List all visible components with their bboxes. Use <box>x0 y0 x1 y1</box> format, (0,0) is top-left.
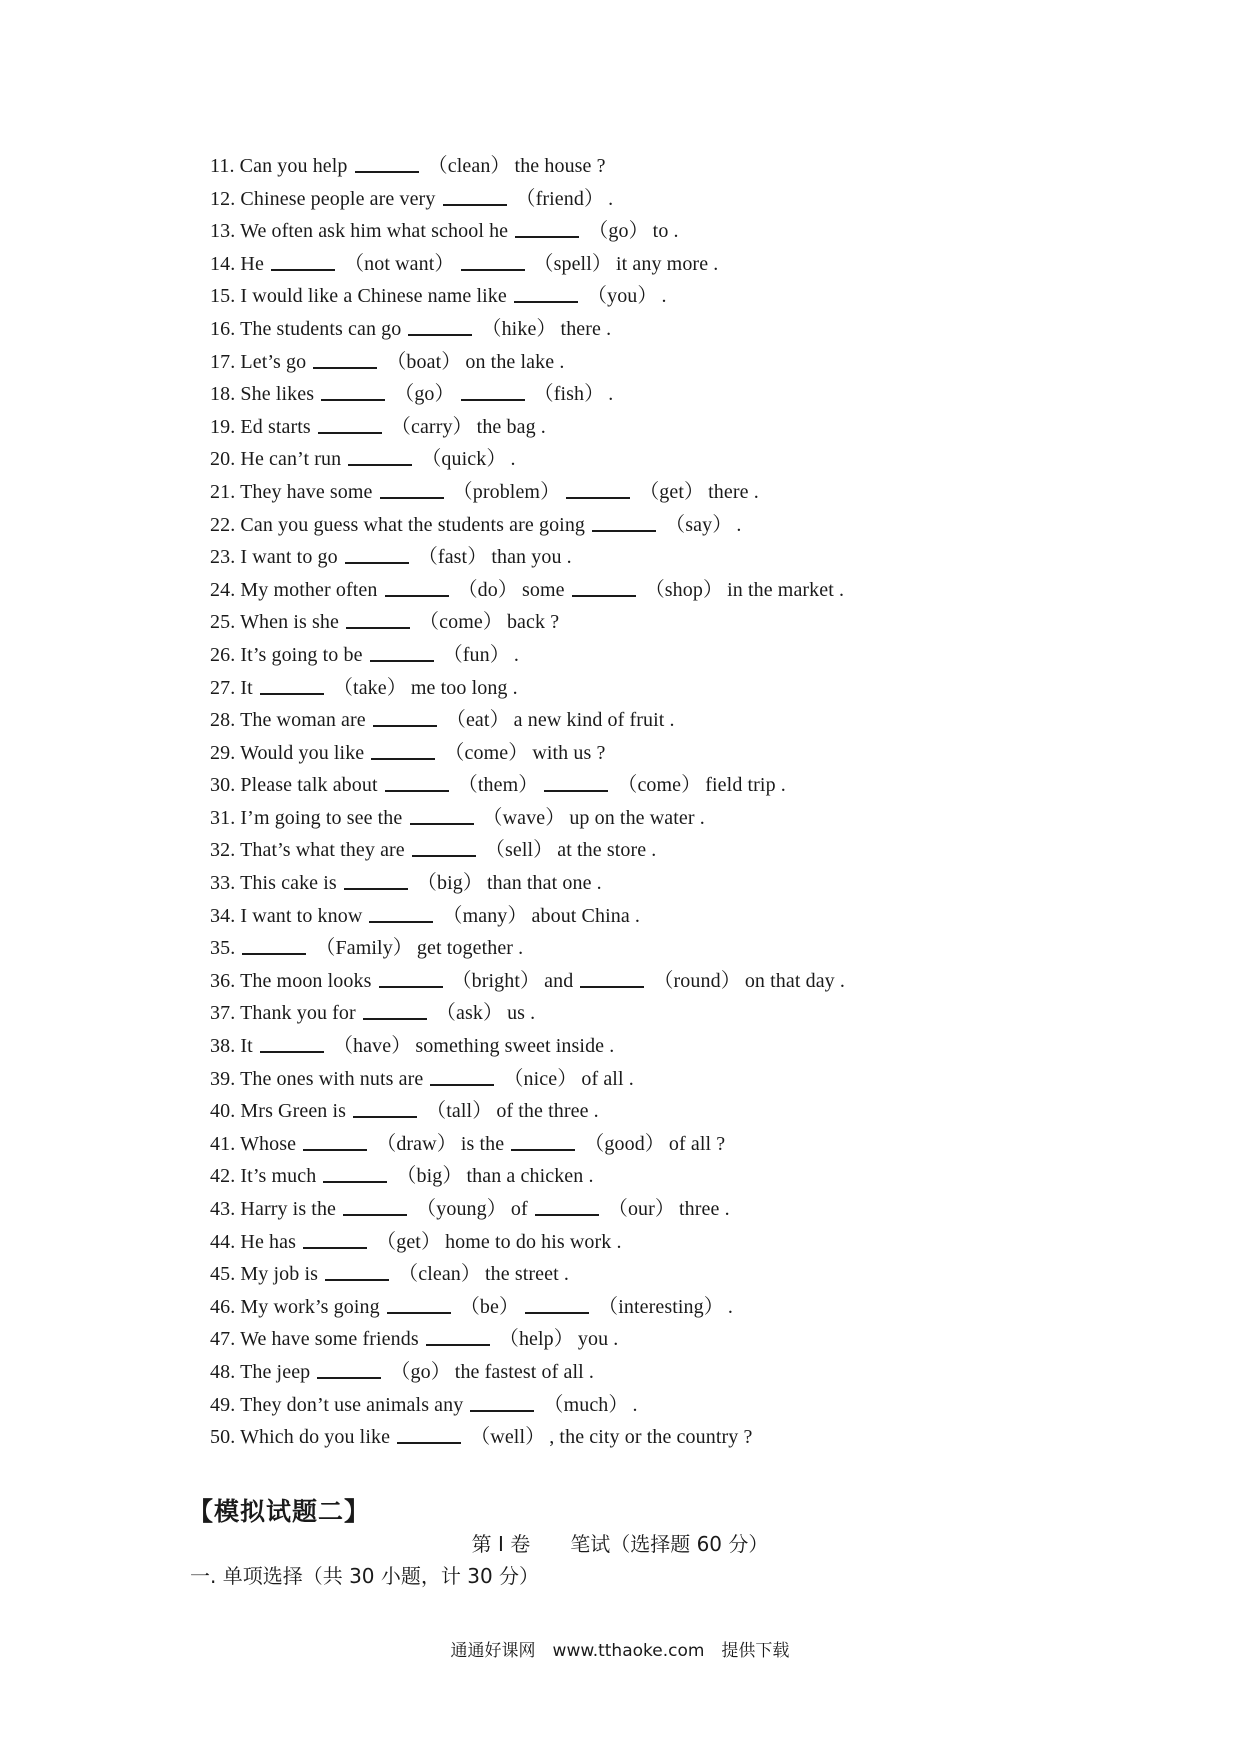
word-hint: （eat） <box>445 709 510 732</box>
exercise-item <box>210 639 845 672</box>
sentence-text: I want to know <box>240 904 363 927</box>
exercise-number: 46. <box>210 1295 236 1318</box>
word-hint: （big） <box>416 872 483 895</box>
answer-blank[interactable] <box>443 184 507 206</box>
sentence-text: it any more . <box>615 252 719 275</box>
exercise-item <box>210 737 845 770</box>
answer-blank[interactable] <box>371 738 435 760</box>
exercise-number: 35. <box>210 937 236 960</box>
exercise-number: 14. <box>210 252 236 275</box>
exercise-number: 43. <box>210 1198 236 1220</box>
answer-blank[interactable] <box>566 477 630 499</box>
answer-blank[interactable] <box>346 607 410 629</box>
answer-blank[interactable] <box>515 216 579 238</box>
exercise-number: 34. <box>210 904 236 927</box>
sentence-text: She likes <box>240 383 315 406</box>
answer-blank[interactable] <box>260 1031 324 1053</box>
word-hint: （go） <box>390 1360 451 1383</box>
word-hint: （much） <box>543 1393 629 1416</box>
sentence-text: It’s going to be <box>240 643 363 666</box>
sentence-text: me too long . <box>410 676 518 699</box>
sentence-text: the fastest of all . <box>454 1360 594 1383</box>
answer-blank[interactable] <box>380 477 444 499</box>
word-hint: （do） <box>457 578 518 601</box>
exercise-item <box>210 802 845 835</box>
exercise-item <box>210 1063 845 1096</box>
sentence-text: the street . <box>485 1263 569 1286</box>
answer-blank[interactable] <box>343 1194 407 1216</box>
exercise-item <box>210 900 845 933</box>
sentence-text: . <box>727 1295 733 1318</box>
sentence-text: When is she <box>240 611 339 634</box>
exercise-item <box>210 443 845 476</box>
answer-blank[interactable] <box>535 1194 599 1216</box>
sentence-text: about China . <box>531 904 641 927</box>
answer-blank[interactable] <box>408 314 472 336</box>
exercise-item <box>210 509 845 542</box>
word-hint: （boat） <box>386 350 462 373</box>
exercise-number: 20. <box>210 448 236 471</box>
word-hint: （good） <box>584 1132 665 1155</box>
sentence-text: of the three . <box>496 1100 599 1123</box>
sentence-text: with us ? <box>532 741 606 764</box>
word-hint: （go） <box>588 220 649 243</box>
answer-blank[interactable] <box>369 901 433 923</box>
sentence-text: . <box>608 187 614 210</box>
answer-blank[interactable] <box>313 347 377 369</box>
answer-blank[interactable] <box>385 770 449 792</box>
answer-blank[interactable] <box>271 249 335 271</box>
sentence-text: the house ? <box>514 155 606 177</box>
sentence-text: He can’t run <box>240 448 342 471</box>
exercise-number: 37. <box>210 1002 236 1025</box>
exercise-item <box>210 1095 845 1128</box>
word-hint: （say） <box>665 513 733 536</box>
exercise-item <box>210 378 845 411</box>
exercise-item <box>210 346 845 379</box>
sentence-text: , the city or the country ? <box>549 1426 753 1449</box>
answer-blank[interactable] <box>242 933 306 955</box>
sentence-text: The ones with nuts are <box>240 1067 424 1090</box>
footer-credit: 通通好课网 www.tthaoke.com 提供下载 <box>450 1641 790 1661</box>
sentence-text: They have some <box>240 480 373 503</box>
exercise-item <box>210 704 845 737</box>
exercise-number: 32. <box>210 839 236 862</box>
exercise-number: 33. <box>210 872 236 895</box>
exercise-number: 18. <box>210 383 236 406</box>
exercise-item <box>210 1030 845 1063</box>
exercise-number: 49. <box>210 1393 236 1416</box>
word-hint: （round） <box>653 969 741 992</box>
word-hint: （sell） <box>484 839 554 862</box>
sentence-text: I would like a Chinese name like <box>240 285 507 308</box>
sentence-text: up on the water . <box>569 806 705 829</box>
answer-blank[interactable] <box>345 542 409 564</box>
exercise-number: 31. <box>210 806 236 829</box>
exercise-number: 19. <box>210 415 236 438</box>
sentence-text: He has <box>240 1230 297 1253</box>
sentence-text: We often ask him what school he <box>240 220 509 243</box>
word-hint: （fun） <box>442 643 510 666</box>
answer-blank[interactable] <box>470 1390 534 1412</box>
word-hint: （big） <box>396 1165 463 1188</box>
answer-blank[interactable] <box>385 575 449 597</box>
exercise-item <box>210 1291 845 1324</box>
answer-blank[interactable] <box>344 868 408 890</box>
word-hint: （take） <box>332 676 407 699</box>
word-hint: （come） <box>444 741 529 764</box>
sentence-text: at the store . <box>557 839 657 862</box>
sentence-text: get together . <box>416 937 524 960</box>
word-hint: （draw） <box>376 1132 457 1155</box>
answer-blank[interactable] <box>410 803 474 825</box>
exercise-item <box>210 411 845 444</box>
exercise-number: 30. <box>210 774 236 797</box>
sentence-text: of all . <box>581 1067 634 1090</box>
exercise-number: 12. <box>210 187 236 210</box>
exercise-item <box>210 280 845 313</box>
sentence-text: field trip . <box>705 774 786 797</box>
sentence-text: than you . <box>491 546 572 569</box>
sentence-text: of all ? <box>668 1132 726 1155</box>
exercise-number: 28. <box>210 709 236 732</box>
word-hint: （bright） <box>451 969 541 992</box>
answer-blank[interactable] <box>387 1292 451 1314</box>
word-hint: （well） <box>470 1426 546 1449</box>
exercise-number: 16. <box>210 317 236 340</box>
sentence-text: on the lake . <box>465 350 565 373</box>
answer-blank[interactable] <box>373 705 437 727</box>
word-hint: （ask） <box>435 1002 504 1025</box>
sentence-text: My mother often <box>240 578 378 601</box>
word-hint: （fish） <box>533 383 605 406</box>
sentence-text: The jeep <box>240 1360 311 1383</box>
sentence-text: than a chicken . <box>466 1165 594 1188</box>
exercise-item <box>210 606 845 639</box>
word-hint: （have） <box>332 1035 412 1058</box>
word-hint: （clean） <box>398 1263 482 1286</box>
sentence-text: It’s much <box>240 1165 317 1188</box>
word-hint: （shop） <box>644 578 724 601</box>
sentence-text: . <box>608 383 614 406</box>
exercise-item <box>210 1160 845 1193</box>
exercise-number: 41. <box>210 1132 236 1155</box>
exercise-number: 11. <box>210 155 235 177</box>
exercise-item <box>210 1258 845 1291</box>
sentence-text: Can you help <box>239 155 348 177</box>
answer-blank[interactable] <box>260 673 324 695</box>
section-title: 【模拟试题二】 <box>188 1497 371 1526</box>
sentence-text: the bag . <box>476 415 546 438</box>
word-hint: （go） <box>394 383 455 406</box>
paper-title: 第 I 卷 笔试（选择题 60 分） <box>471 1532 769 1556</box>
sentence-text: I’m going to see the <box>240 806 403 829</box>
word-hint: （fast） <box>417 546 488 569</box>
answer-blank[interactable] <box>317 1357 381 1379</box>
answer-blank[interactable] <box>430 1064 494 1086</box>
exercise-number: 47. <box>210 1328 236 1351</box>
sentence-text: It <box>240 676 253 699</box>
exercise-number: 44. <box>210 1230 236 1253</box>
word-hint: （clean） <box>427 155 511 177</box>
sentence-text: It <box>240 1035 253 1058</box>
sentence-text: a new kind of fruit . <box>513 709 675 732</box>
part-title: 一. 单项选择（共 30 小题，计 30 分） <box>190 1564 540 1588</box>
exercise-number: 48. <box>210 1360 236 1383</box>
sentence-text: is the <box>460 1132 505 1155</box>
answer-blank[interactable] <box>461 379 525 401</box>
word-hint: （Family） <box>315 937 413 960</box>
exercise-item <box>210 932 845 965</box>
exercise-number: 36. <box>210 969 236 992</box>
exercise-number: 38. <box>210 1035 236 1058</box>
word-hint: （nice） <box>503 1067 578 1090</box>
exercise-number: 15. <box>210 285 236 308</box>
answer-blank[interactable] <box>323 1161 387 1183</box>
sentence-text: us . <box>507 1002 536 1025</box>
sentence-text: I want to go <box>240 546 338 569</box>
sentence-text: you . <box>577 1328 619 1351</box>
word-hint: （you） <box>587 285 658 308</box>
exercise-list <box>210 150 845 1454</box>
exercise-number: 25. <box>210 611 236 634</box>
exercise-item <box>210 476 845 509</box>
exercise-number: 13. <box>210 220 236 243</box>
exercise-item <box>210 574 845 607</box>
word-hint: （wave） <box>482 806 566 829</box>
answer-blank[interactable] <box>461 249 525 271</box>
exercise-number: 50. <box>210 1426 236 1449</box>
exercise-item <box>210 769 845 802</box>
answer-blank[interactable] <box>303 1129 367 1151</box>
answer-blank[interactable] <box>321 379 385 401</box>
sentence-text: on that day . <box>744 969 845 992</box>
sentence-text: in the market . <box>727 578 845 601</box>
exercise-number: 29. <box>210 741 236 764</box>
exercise-item <box>210 248 845 281</box>
exercise-number: 21. <box>210 480 236 503</box>
sentence-text: Can you guess what the students are going <box>240 513 586 536</box>
exercise-item <box>210 1226 845 1259</box>
word-hint: （be） <box>459 1295 520 1318</box>
answer-blank[interactable] <box>363 998 427 1020</box>
exercise-number: 26. <box>210 643 236 666</box>
sentence-text: Let’s go <box>240 350 307 373</box>
sentence-text: to . <box>652 220 679 243</box>
answer-blank[interactable] <box>353 1096 417 1118</box>
exercise-item <box>210 1389 845 1422</box>
exercise-number: 23. <box>210 546 236 569</box>
sentence-text: there . <box>560 317 612 340</box>
exercise-number: 24. <box>210 578 236 601</box>
exercise-item <box>210 1323 845 1356</box>
sentence-text: there . <box>708 480 759 503</box>
sentence-text: . <box>632 1393 638 1416</box>
exercise-item <box>210 834 845 867</box>
answer-blank[interactable] <box>303 1227 367 1249</box>
sentence-text: Whose <box>240 1132 297 1155</box>
sentence-text: home to do his work . <box>445 1230 622 1253</box>
exercise-number: 45. <box>210 1263 236 1286</box>
sentence-text: some <box>521 578 565 601</box>
exercise-item <box>210 150 845 183</box>
sentence-text: Thank you for <box>240 1002 356 1025</box>
word-hint: （come） <box>419 611 503 634</box>
sentence-text: something sweet inside . <box>415 1035 615 1058</box>
word-hint: （help） <box>498 1328 574 1351</box>
exercise-item <box>210 1193 845 1226</box>
sentence-text: The students can go <box>240 317 402 340</box>
answer-blank[interactable] <box>511 1129 575 1151</box>
exercise-item <box>210 1421 845 1454</box>
sentence-text: Chinese people are very <box>240 187 436 210</box>
answer-blank[interactable] <box>572 575 636 597</box>
sentence-text: Ed starts <box>240 415 311 438</box>
exercise-item <box>210 1128 845 1161</box>
word-hint: （hike） <box>481 317 557 340</box>
word-hint: （young） <box>416 1198 507 1220</box>
answer-blank[interactable] <box>592 510 656 532</box>
sentence-text: Please talk about <box>240 774 378 797</box>
exercise-item <box>210 965 845 998</box>
exercise-number: 22. <box>210 513 236 536</box>
answer-blank[interactable] <box>514 281 578 303</box>
sentence-text: . <box>513 643 519 666</box>
exercise-number: 17. <box>210 350 236 373</box>
word-hint: （our） <box>607 1198 676 1220</box>
word-hint: （get） <box>376 1230 442 1253</box>
exercise-item <box>210 1356 845 1389</box>
answer-blank[interactable] <box>412 835 476 857</box>
answer-blank[interactable] <box>525 1292 589 1314</box>
answer-blank[interactable] <box>397 1422 461 1444</box>
sentence-text: Would you like <box>240 741 365 764</box>
word-hint: （interesting） <box>598 1295 724 1318</box>
exercise-item <box>210 672 845 705</box>
exercise-item <box>210 183 845 216</box>
sentence-text: They don’t use animals any <box>240 1393 464 1416</box>
sentence-text: than that one . <box>486 872 602 895</box>
answer-blank[interactable] <box>348 444 412 466</box>
exercise-number: 39. <box>210 1067 236 1090</box>
answer-blank[interactable] <box>426 1324 490 1346</box>
exercise-item <box>210 541 845 574</box>
exercise-item <box>210 215 845 248</box>
sentence-text: That’s what they are <box>240 839 405 862</box>
sentence-text: . <box>510 448 516 471</box>
sentence-text: We have some friends <box>240 1328 419 1351</box>
sentence-text: My work’s going <box>240 1295 380 1318</box>
word-hint: （them） <box>457 774 539 797</box>
sentence-text: Mrs Green is <box>240 1100 347 1123</box>
word-hint: （get） <box>639 480 705 503</box>
sentence-text: The moon looks <box>240 969 372 992</box>
sentence-text: He <box>240 252 264 275</box>
word-hint: （quick） <box>421 448 507 471</box>
sentence-text: The woman are <box>240 709 366 732</box>
word-hint: （many） <box>442 904 528 927</box>
word-hint: （come） <box>617 774 702 797</box>
answer-blank[interactable] <box>325 1259 389 1281</box>
word-hint: （problem） <box>452 480 561 503</box>
sentence-text: This cake is <box>240 872 337 895</box>
sentence-text: three . <box>679 1198 730 1220</box>
answer-blank[interactable] <box>379 966 443 988</box>
sentence-text: . <box>661 285 667 308</box>
answer-blank[interactable] <box>370 640 434 662</box>
exercise-item <box>210 867 845 900</box>
sentence-text: . <box>736 513 742 536</box>
exercise-number: 42. <box>210 1165 236 1188</box>
sentence-text: Harry is the <box>240 1198 337 1220</box>
word-hint: （tall） <box>426 1100 493 1123</box>
sentence-text: of <box>510 1198 528 1220</box>
answer-blank[interactable] <box>580 966 644 988</box>
sentence-text: back ? <box>506 611 560 634</box>
exercise-number: 27. <box>210 676 236 699</box>
answer-blank[interactable] <box>318 412 382 434</box>
word-hint: （carry） <box>390 415 473 438</box>
sentence-text: and <box>544 969 574 992</box>
exercise-number: 40. <box>210 1100 236 1123</box>
word-hint: （spell） <box>533 252 612 275</box>
word-hint: （friend） <box>515 187 605 210</box>
exercise-item <box>210 997 845 1030</box>
word-hint: （not want） <box>344 252 455 275</box>
sentence-text: My job is <box>240 1263 319 1286</box>
sentence-text: Which do you like <box>240 1426 391 1449</box>
exercise-item <box>210 313 845 346</box>
answer-blank[interactable] <box>355 151 419 173</box>
answer-blank[interactable] <box>544 770 608 792</box>
